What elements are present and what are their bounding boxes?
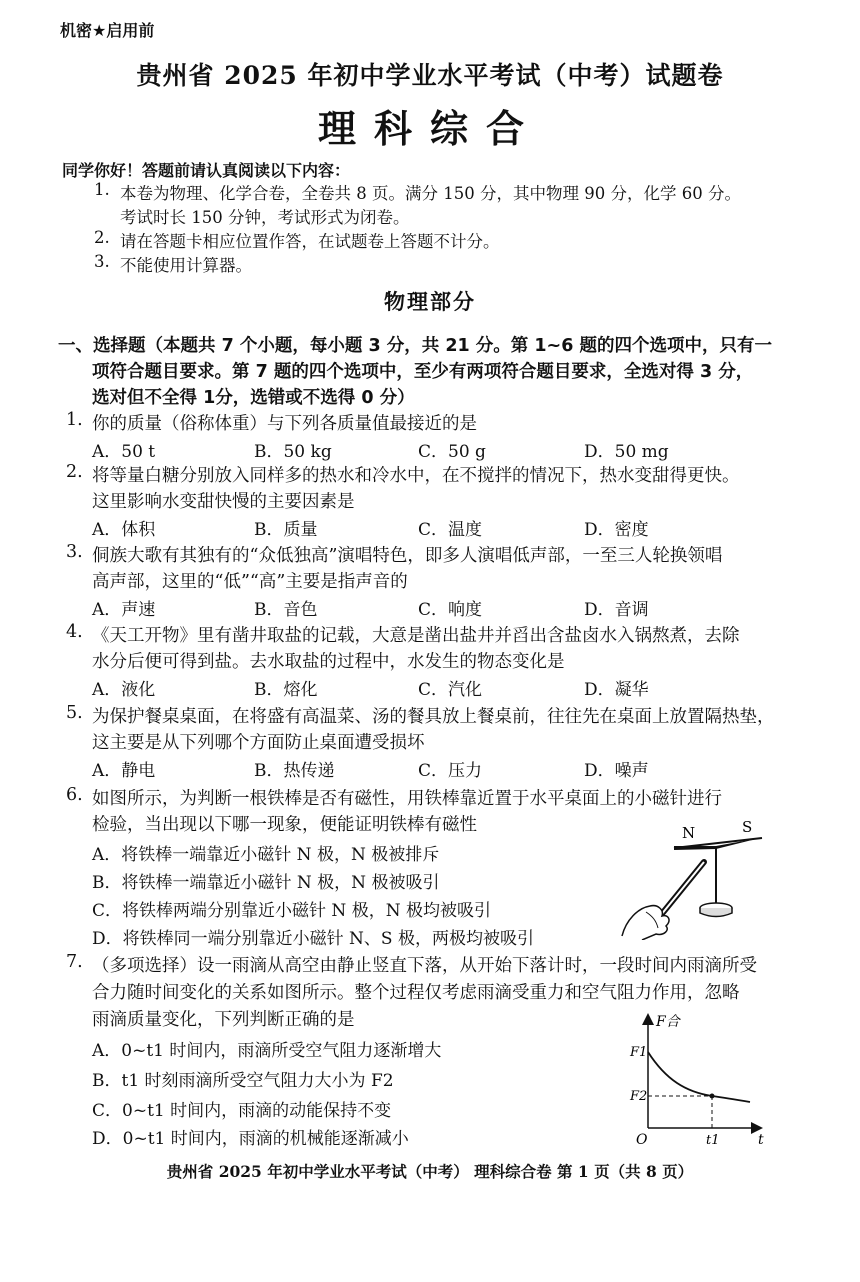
question-2-option-a: A．体积 xyxy=(92,520,156,540)
question-3-stem-line-1: 侗族大歌有其独有的“众低独高”演唱特色，即多人演唱低声部，一至三人轮换领唱 xyxy=(92,546,723,566)
question-3-option-c: C．响度 xyxy=(418,600,483,620)
instruction-3-line-1: 不能使用计算器。 xyxy=(120,256,252,275)
x-axis-label: t xyxy=(758,1132,764,1148)
question-6-stem-line-1: 如图所示，为判断一根铁棒是否有磁性，用铁棒靠近置于水平桌面上的小磁针进行 xyxy=(92,789,722,809)
question-7-stem-line-3: 雨滴质量变化，下列判断正确的是 xyxy=(92,1010,355,1030)
magnet-needle-figure xyxy=(612,816,782,940)
question-7-option-a: A．0~t1 时间内，雨滴所受空气阻力逐渐增大 xyxy=(92,1041,442,1061)
section-title: 物理部分 xyxy=(384,290,476,314)
origin-label: O xyxy=(636,1132,648,1148)
instruction-num-1: 1. xyxy=(94,180,110,199)
f1-label: F1 xyxy=(630,1045,648,1060)
question-5-option-c: C．压力 xyxy=(418,761,483,781)
question-3-number: 3. xyxy=(66,542,83,562)
question-2-stem-line-2: 这里影响水变甜快慢的主要因素是 xyxy=(92,492,355,512)
question-5-number: 5. xyxy=(66,703,83,723)
question-4-stem-line-2: 水分后便可得到盐。去水取盐的过程中，水发生的物态变化是 xyxy=(92,652,565,672)
instruction-2-line-1: 请在答题卡相应位置作答，在试题卷上答题不计分。 xyxy=(120,232,500,251)
question-2-number: 2. xyxy=(66,462,83,482)
question-6-option-c: C．将铁棒两端分别靠近小磁针 N 极，N 极均被吸引 xyxy=(92,901,491,921)
question-1-option-d: D．50 mg xyxy=(584,442,669,462)
subject-title: 理科综合 xyxy=(317,107,542,151)
question-1-option-b: B．50 kg xyxy=(254,442,332,462)
question-7-number: 7. xyxy=(66,952,83,972)
question-7-option-b: B．t1 时刻雨滴所受空气阻力大小为 F2 xyxy=(92,1071,394,1091)
question-1-option-a: A．50 t xyxy=(92,442,156,462)
question-4-stem-line-1: 《天工开物》里有凿井取盐的记载，大意是凿出盐井并舀出含盐卤水入锅熬煮，去除 xyxy=(92,626,740,646)
question-7-stem-line-2: 合力随时间变化的关系如图所示。整个过程仅考虑雨滴受重力和空气阻力作用，忽略 xyxy=(92,983,740,1003)
question-5-option-b: B．热传递 xyxy=(254,761,335,781)
question-1-option-c: C．50 g xyxy=(418,442,486,462)
part1-instruction-line-2: 项符合题目要求。第 7 题的四个选项中，至少有两项符合题目要求，全选对得 3 分， xyxy=(92,362,754,382)
question-4-option-a: A．液化 xyxy=(92,680,156,700)
question-4-option-c: C．汽化 xyxy=(418,680,483,700)
question-2-option-c: C．温度 xyxy=(418,520,483,540)
f2-label: F2 xyxy=(630,1089,648,1104)
instruction-num-2: 2. xyxy=(94,228,110,247)
question-2-stem-line-1: 将等量白糖分别放入同样多的热水和冷水中，在不搅拌的情况下，热水变甜得更快。 xyxy=(92,466,740,486)
instructions-greeting: 同学你好！答题前请认真阅读以下内容： xyxy=(62,161,351,180)
instruction-1-line-2: 考试时长 150 分钟，考试形式为闭卷。 xyxy=(120,208,410,227)
question-5-stem-line-2: 这主要是从下列哪个方面防止桌面遭受损坏 xyxy=(92,733,425,753)
magnet-n-label: N xyxy=(682,824,696,842)
force-time-graph xyxy=(626,1008,776,1148)
magnet-s-label: S xyxy=(742,818,753,836)
question-3-stem-line-2: 高声部，这里的“低”“高”主要是指声音的 xyxy=(92,572,408,592)
question-3-option-d: D．音调 xyxy=(584,600,649,620)
question-3-option-a: A．声速 xyxy=(92,600,156,620)
t1-label: t1 xyxy=(706,1133,720,1148)
question-5-stem-line-1: 为保护餐桌桌面，在将盛有高温菜、汤的餐具放上餐桌前，往往先在桌面上放置隔热垫， xyxy=(92,707,775,727)
instruction-num-3: 3. xyxy=(94,252,110,271)
question-4-option-b: B．熔化 xyxy=(254,680,318,700)
question-5-option-d: D．噪声 xyxy=(584,761,649,781)
question-7-option-c: C．0~t1 时间内，雨滴的动能保持不变 xyxy=(92,1101,392,1121)
question-6-stem-line-2: 检验，当出现以下哪一现象，便能证明铁棒有磁性 xyxy=(92,815,477,835)
question-2-option-d: D．密度 xyxy=(584,520,649,540)
question-1-number: 1. xyxy=(66,410,83,430)
question-6-option-a: A．将铁棒一端靠近小磁针 N 极，N 极被排斥 xyxy=(92,845,440,865)
question-5-option-a: A．静电 xyxy=(92,761,156,781)
confidential-mark: 机密★启用前 xyxy=(60,21,155,40)
instruction-1-line-1: 本卷为物理、化学合卷，全卷共 8 页。满分 150 分，其中物理 90 分，化学 60 分。 xyxy=(120,184,741,203)
question-6-option-b: B．将铁棒一端靠近小磁针 N 极，N 极被吸引 xyxy=(92,873,440,893)
exam-title: 贵州省 2025 年初中学业水平考试（中考）试题卷 xyxy=(136,61,724,90)
question-2-option-b: B．质量 xyxy=(254,520,318,540)
force-curve xyxy=(648,1052,750,1102)
question-4-number: 4. xyxy=(66,622,83,642)
question-7-stem-line-1: （多项选择）设一雨滴从高空由静止竖直下落，从开始下落计时，一段时间内雨滴所受 xyxy=(92,956,757,976)
question-1-stem: 你的质量（俗称体重）与下列各质量值最接近的是 xyxy=(92,414,477,434)
y-axis-label: F合 xyxy=(656,1014,680,1030)
question-7-option-d: D．0~t1 时间内，雨滴的机械能逐渐减小 xyxy=(92,1129,409,1149)
question-3-option-b: B．音色 xyxy=(254,600,318,620)
question-4-option-d: D．凝华 xyxy=(584,680,649,700)
page-footer: 贵州省 2025 年初中学业水平考试（中考） 理科综合卷 第 1 页（共 8 页） xyxy=(166,1162,694,1181)
part1-instruction-line-1: 一、选择题（本题共 7 个小题，每小题 3 分，共 21 分。第 1~6 题的四个选项中，只有一 xyxy=(58,336,772,356)
question-6-number: 6. xyxy=(66,785,83,805)
t1-point xyxy=(710,1094,715,1099)
question-6-option-d: D．将铁棒同一端分别靠近小磁针 N、S 极，两极均被吸引 xyxy=(92,929,534,949)
part1-instruction-line-3: 选对但不全得 1分，选错或不选得 0 分） xyxy=(92,388,415,408)
